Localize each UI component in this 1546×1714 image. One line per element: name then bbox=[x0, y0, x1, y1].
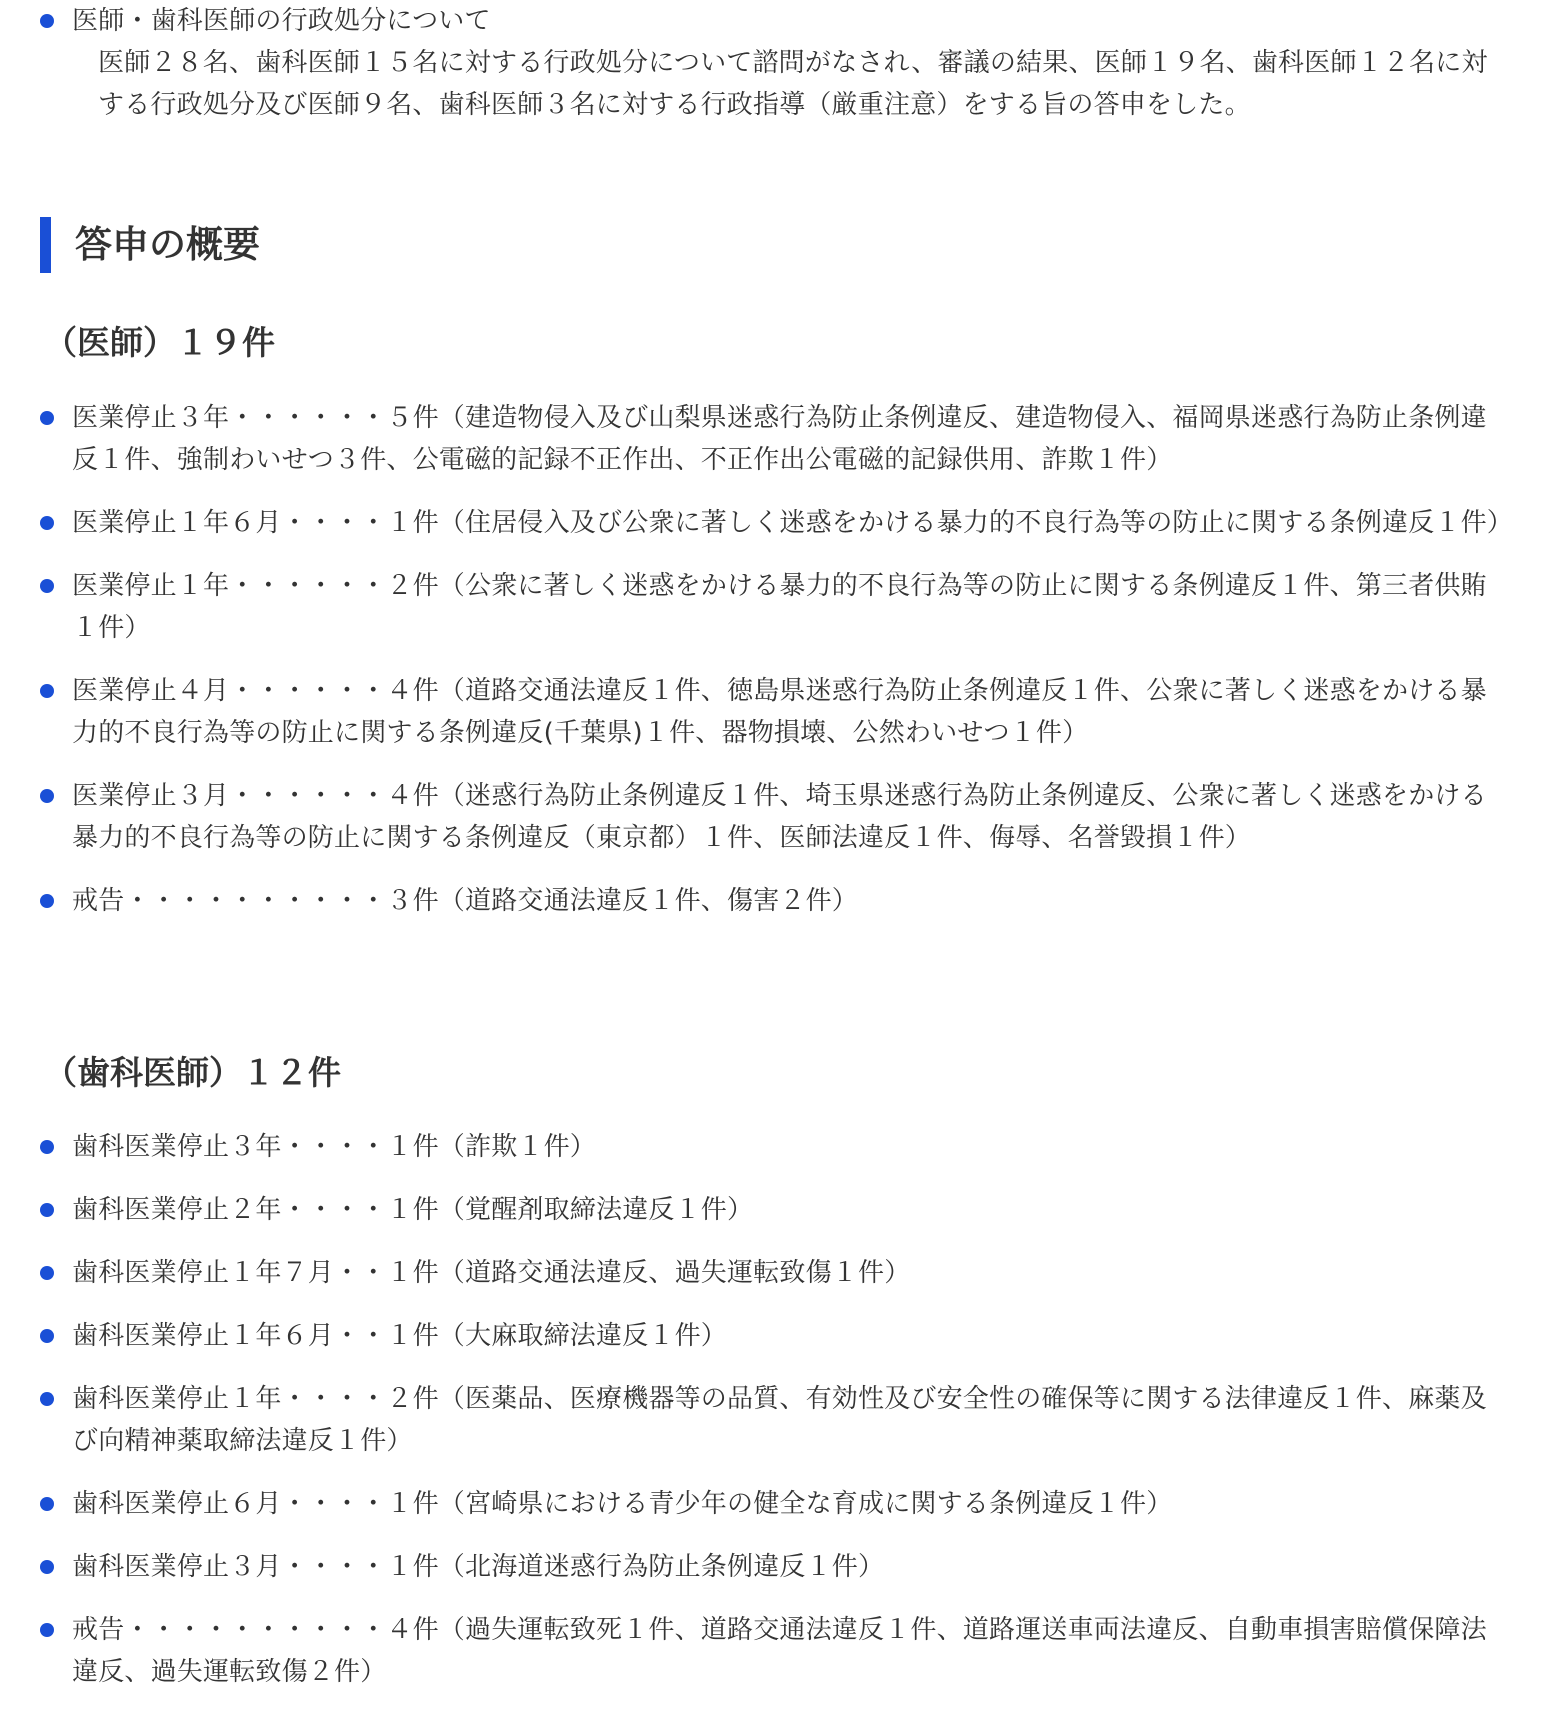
bullet-dot-icon bbox=[40, 1203, 54, 1217]
dentists-item-text: 歯科医業停止２年・・・・１件（覚醒剤取締法違反１件） bbox=[72, 1195, 754, 1225]
dentists-item-text: 歯科医業停止６月・・・・１件（宮崎県における青少年の健全な育成に関する条例違反１件） bbox=[72, 1489, 1173, 1519]
dentists-heading: （歯科医師）１２件 bbox=[44, 1053, 341, 1092]
heading-accent-bar bbox=[40, 217, 51, 273]
bullet-dot-icon bbox=[40, 1560, 54, 1574]
bullet-dot-icon bbox=[40, 1623, 54, 1637]
doctors-list-item bbox=[0, 880, 1546, 922]
bullet-dot-icon bbox=[40, 684, 54, 698]
doctors-item-text: 医業停止１年６月・・・・１件（住居侵入及び公衆に著しく迷惑をかける暴力的不良行為等の防止に関する条例違反１件） bbox=[72, 508, 1514, 538]
bullet-dot-icon bbox=[40, 1329, 54, 1343]
dentists-item-text: 歯科医業停止１年６月・・１件（大麻取締法違反１件） bbox=[72, 1321, 728, 1351]
intro-body: 医師２８名、歯科医師１５名に対する行政処分について諮問がなされ、審議の結果、医師１９名、歯科医師１２名に対する行政処分及び医師９名、歯科医師３名に対する行政指導（厳重注意）をする旨の答申をした。 bbox=[98, 48, 1488, 120]
doctors-list-item bbox=[0, 397, 1546, 481]
dentists-list-item bbox=[0, 1126, 1546, 1168]
section-heading-text: 答申の概要 bbox=[75, 223, 260, 266]
dentists-list bbox=[0, 1126, 1546, 1714]
dentists-list-item bbox=[0, 1609, 1546, 1693]
intro-item bbox=[0, 0, 1546, 126]
bullet-dot-icon bbox=[40, 789, 54, 803]
bullet-dot-icon bbox=[40, 1392, 54, 1406]
dentists-list-item bbox=[0, 1378, 1546, 1462]
dentists-list-item bbox=[0, 1483, 1546, 1525]
dentists-list-item bbox=[0, 1315, 1546, 1357]
bullet-dot-icon bbox=[40, 1266, 54, 1280]
doctors-heading: （医師）１９件 bbox=[44, 323, 275, 362]
bullet-dot-icon bbox=[40, 516, 54, 530]
doctors-item-text: 医業停止３年・・・・・・５件（建造物侵入及び山梨県迷惑行為防止条例違反、建造物侵入、福岡県迷惑行為防止条例違反１件、強制わいせつ３件、公電磁的記録不正作出、不正作出公電磁的記録供用、詐欺１件） bbox=[72, 403, 1487, 475]
dentists-item-text: 歯科医業停止１年７月・・１件（道路交通法違反、過失運転致傷１件） bbox=[72, 1258, 911, 1288]
dentists-item-text: 歯科医業停止３月・・・・１件（北海道迷惑行為防止条例違反１件） bbox=[72, 1552, 885, 1582]
bullet-dot-icon bbox=[40, 14, 54, 28]
doctors-item-text: 医業停止４月・・・・・・４件（道路交通法違反１件、徳島県迷惑行為防止条例違反１件、公衆に著しく迷惑をかける暴力的不良行為等の防止に関する条例違反(千葉県)１件、器物損壊、公然わいせつ１件） bbox=[72, 676, 1487, 748]
bullet-dot-icon bbox=[40, 411, 54, 425]
bullet-dot-icon bbox=[40, 1140, 54, 1154]
doctors-item-text: 医業停止１年・・・・・・２件（公衆に著しく迷惑をかける暴力的不良行為等の防止に関する条例違反１件、第三者供賄１件） bbox=[72, 571, 1487, 643]
dentists-item-text: 戒告・・・・・・・・・・４件（過失運転致死１件、道路交通法違反１件、道路運送車両法違反、自動車損害賠償保障法違反、過失運転致傷２件） bbox=[72, 1615, 1487, 1687]
dentists-item-text: 歯科医業停止１年・・・・２件（医薬品、医療機器等の品質、有効性及び安全性の確保等に関する法律違反１件、麻薬及び向精神薬取締法違反１件） bbox=[72, 1384, 1487, 1456]
dentists-list-item bbox=[0, 1546, 1546, 1588]
doctors-list-item bbox=[0, 670, 1546, 754]
bullet-dot-icon bbox=[40, 579, 54, 593]
doctors-list-item bbox=[0, 565, 1546, 649]
dentists-item-text: 歯科医業停止３年・・・・１件（詐欺１件） bbox=[72, 1132, 597, 1162]
doctors-item-text: 戒告・・・・・・・・・・３件（道路交通法違反１件、傷害２件） bbox=[72, 886, 859, 916]
doctors-list-item bbox=[0, 502, 1546, 544]
intro-title: 医師・歯科医師の行政処分について bbox=[72, 6, 491, 36]
bullet-dot-icon bbox=[40, 1497, 54, 1511]
section-heading bbox=[40, 217, 1520, 273]
doctors-item-text: 医業停止３月・・・・・・４件（迷惑行為防止条例違反１件、埼玉県迷惑行為防止条例違反、公衆に著しく迷惑をかける暴力的不良行為等の防止に関する条例違反（東京都）１件、医師法違反１件、侮辱、名誉毀損１件） bbox=[72, 781, 1487, 853]
bullet-dot-icon bbox=[40, 894, 54, 908]
doctors-list bbox=[0, 397, 1546, 943]
dentists-list-item bbox=[0, 1189, 1546, 1231]
intro-section bbox=[0, 0, 1546, 126]
doctors-list-item bbox=[0, 775, 1546, 859]
dentists-list-item bbox=[0, 1252, 1546, 1294]
